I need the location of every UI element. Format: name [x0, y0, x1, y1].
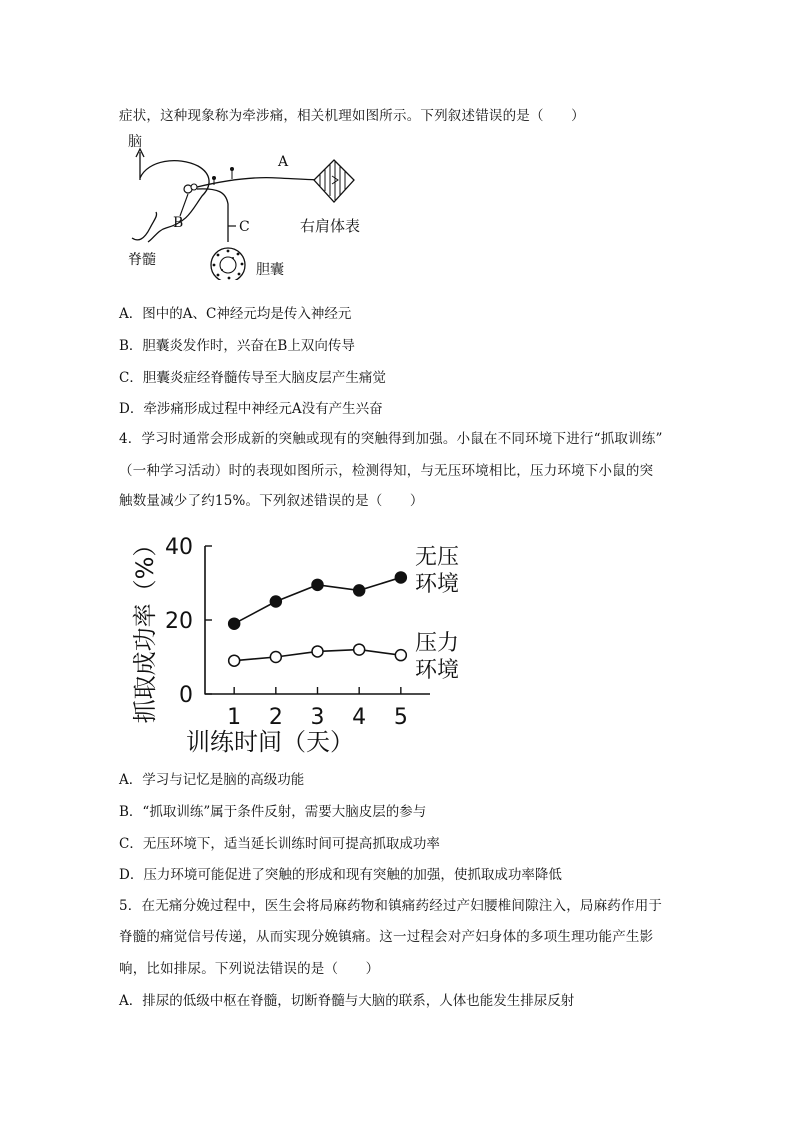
label-b: B: [173, 215, 184, 231]
q5-stem-line-1: 5．在无痛分娩过程中，医生会将局麻药物和镇痛药经过产妇腰椎间隙注入，局麻药作用于: [119, 898, 663, 914]
q5-option-a: A．排尿的低级中枢在脊髓，切断脊髓与大脑的联系，人体也能发生排尿反射: [119, 993, 575, 1009]
neuron-a: [197, 178, 323, 187]
referred-pain-diagram: [118, 130, 378, 280]
x-tick-label: 1: [227, 705, 242, 730]
q4-option-b: B．“抓取训练”属于条件反射，需要大脑皮层的参与: [119, 804, 427, 820]
q5-stem-line-2: 脊髓的痛觉信号传递，从而实现分娩镇痛。这一过程会对产妇身体的多项生理功能产生影: [119, 929, 654, 945]
q5-stem-line-3: 响，比如排尿。下列说法错误的是（ ）: [119, 961, 380, 977]
q3-option-c: C．胆囊炎症经脊髓传导至大脑皮层产生痛觉: [119, 370, 386, 386]
legend-pressure-line-2: 环境: [415, 658, 460, 683]
q4-stem-line-3: 触数量减少了约15%。下列叙述错误的是（ ）: [119, 493, 424, 509]
right-shoulder-icon: [314, 160, 354, 202]
x-tick-label: 2: [268, 705, 283, 730]
series-1-point: [395, 650, 406, 661]
label-brain: 脑: [128, 134, 142, 150]
series-0-point: [312, 579, 323, 590]
q4-option-c: C．无压环境下，适当延长训练时间可提高抓取成功率: [119, 836, 440, 852]
label-spinal-cord: 脊髓: [128, 252, 156, 268]
q4-option-a: A．学习与记忆是脑的高级功能: [119, 772, 305, 788]
q3-intro: 症状，这种现象称为牵涉痛，相关机理如图所示。下列叙述错误的是（ ）: [119, 108, 585, 124]
series-1-point: [354, 644, 365, 655]
legend-pressure-line-1: 压力: [415, 631, 460, 656]
x-tick-label: 4: [352, 705, 367, 730]
y-tick-label: 20: [165, 609, 193, 634]
chart-x-axis-label: 训练时间（天）: [186, 728, 354, 756]
q3-option-b: B．胆囊炎发作时，兴奋在B上双向传导: [119, 338, 355, 354]
q3-option-d: D．牵涉痛形成过程中神经元A没有产生兴奋: [119, 401, 383, 417]
x-tick-label: 3: [310, 705, 325, 730]
q3-option-a: A．图中的A、C神经元均是传入神经元: [119, 306, 352, 322]
y-tick-label: 0: [179, 683, 193, 708]
series-1-point: [312, 646, 323, 657]
series-1-point: [229, 655, 240, 666]
x-tick-label: 5: [393, 705, 408, 730]
q4-stem-line-2: （一种学习活动）时的表现如图所示，检测得知，与无压环境相比，压力环境下小鼠的突: [119, 463, 654, 479]
y-tick-label: 40: [165, 535, 193, 560]
series-0-point: [395, 572, 406, 583]
series-0-point: [354, 585, 365, 596]
label-gallbladder: 胆囊: [256, 262, 284, 278]
label-c: C: [239, 219, 250, 235]
series-0-point: [229, 618, 240, 629]
legend-no-pressure-line-1: 无压: [415, 545, 460, 570]
q4-stem-line-1: 4．学习时通常会形成新的突触或现有的突触得到加强。小鼠在不同环境下进行“抓取训练”: [119, 431, 663, 447]
series-1-point: [270, 652, 281, 663]
grasp-success-chart: [115, 520, 475, 760]
series-0-point: [270, 596, 281, 607]
label-shoulder: 右肩体表: [300, 217, 361, 235]
gallbladder-icon: [211, 248, 245, 280]
label-a: A: [278, 154, 289, 170]
q4-option-d: D．压力环境可能促进了突触的形成和现有突触的加强，使抓取成功率降低: [119, 867, 562, 883]
chart-y-axis-label: 抓取成功率（%）: [131, 532, 159, 724]
legend-no-pressure-line-2: 环境: [415, 572, 460, 597]
